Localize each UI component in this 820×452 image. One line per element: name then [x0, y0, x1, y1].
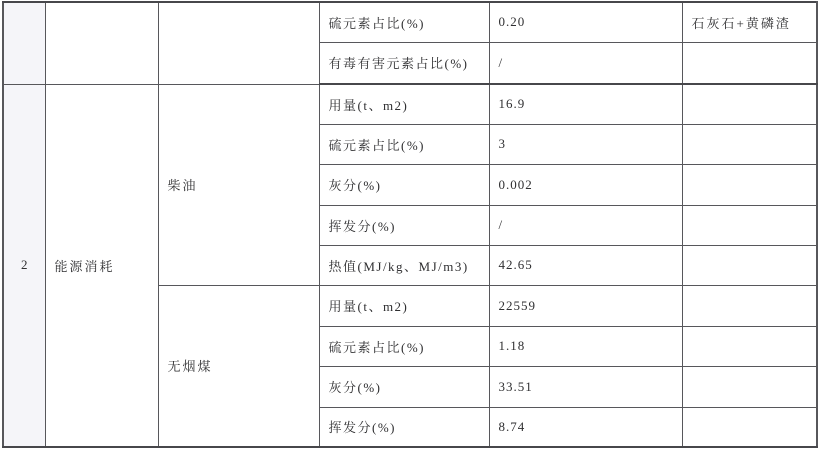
parameter-cell: 挥发分(%) [319, 407, 489, 447]
note-cell [682, 205, 817, 245]
parameter-cell: 硫元素占比(%) [319, 2, 489, 42]
category-cell [45, 2, 158, 84]
note-cell [682, 245, 817, 285]
value-cell: 0.002 [489, 164, 682, 205]
parameter-cell: 挥发分(%) [319, 205, 489, 245]
note-cell [682, 366, 817, 407]
value-cell: 1.18 [489, 326, 682, 366]
note-cell [682, 407, 817, 447]
note-cell [682, 285, 817, 326]
value-cell: / [489, 42, 682, 84]
value-cell: / [489, 205, 682, 245]
note-cell [682, 84, 817, 124]
note-cell: 石灰石+黄磷渣 [682, 2, 817, 42]
parameter-cell: 热值(MJ/kg、MJ/m3) [319, 245, 489, 285]
value-cell: 22559 [489, 285, 682, 326]
parameter-cell: 用量(t、m2) [319, 84, 489, 124]
material-cell: 柴油 [158, 84, 319, 285]
value-cell: 3 [489, 124, 682, 164]
parameter-cell: 硫元素占比(%) [319, 326, 489, 366]
note-cell [682, 124, 817, 164]
value-cell: 8.74 [489, 407, 682, 447]
value-cell: 33.51 [489, 366, 682, 407]
material-cell: 无烟煤 [158, 285, 319, 447]
parameter-cell: 灰分(%) [319, 366, 489, 407]
category-cell: 能源消耗 [45, 84, 158, 447]
value-cell: 42.65 [489, 245, 682, 285]
row-index-cell [3, 2, 45, 84]
parameter-cell: 硫元素占比(%) [319, 124, 489, 164]
note-cell [682, 42, 817, 84]
parameter-cell: 灰分(%) [319, 164, 489, 205]
value-cell: 16.9 [489, 84, 682, 124]
value-cell: 0.20 [489, 2, 682, 42]
note-cell [682, 326, 817, 366]
parameter-cell: 有毒有害元素占比(%) [319, 42, 489, 84]
data-table [2, 1, 818, 448]
row-index-cell: 2 [3, 84, 45, 447]
parameter-cell: 用量(t、m2) [319, 285, 489, 326]
note-cell [682, 164, 817, 205]
material-cell [158, 2, 319, 84]
